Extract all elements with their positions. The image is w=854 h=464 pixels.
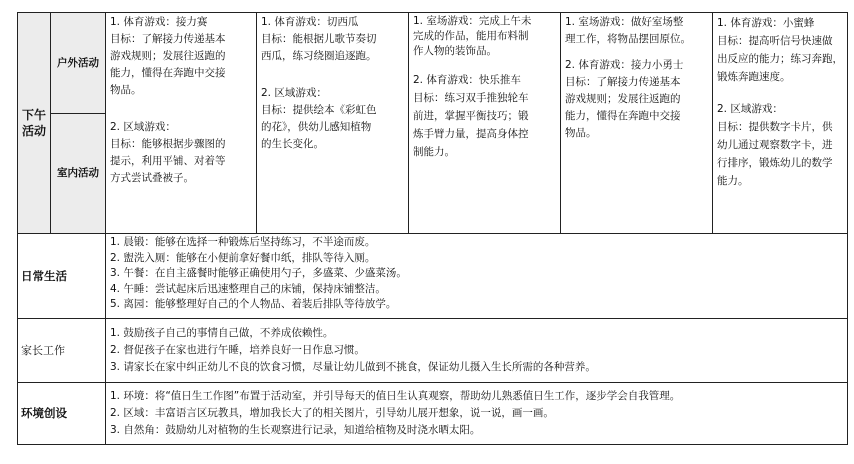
day-1-outdoor-line: 物品。 [110, 84, 142, 96]
day-1-outdoor-line: 1. 体育游戏：接力赛 [110, 16, 208, 28]
day-3-outdoor-line: 完成的作品，能用布料制 [413, 30, 529, 42]
afternoon-day-5-cell [713, 13, 848, 234]
daily-life-item: 1. 晨锻：能够在选择一种锻炼后坚持练习，不半途而废。 [110, 236, 376, 248]
environment-item: 1. 环境：将“值日生工作图”布置于活动室，并引导每天的值日生认真观察，帮助幼儿熟悉值日生工作，逐步学会自我管理。 [110, 390, 681, 402]
day-4-indoor-line: 2. 体育游戏：接力小勇士 [565, 59, 684, 71]
daily-life-row [18, 234, 848, 319]
afternoon-day-1-cell [106, 13, 257, 234]
day-5-indoor-line: 幼儿通过观察数字卡，进 [717, 139, 833, 151]
environment-item: 2. 区域：丰富语言区玩教具，增加我长大了的相关图片，引导幼儿展开想象，说一说，画一画。 [110, 407, 554, 419]
day-5-indoor-line: 能力。 [717, 175, 749, 187]
spacer [110, 99, 252, 119]
afternoon-outdoor-row [18, 13, 848, 114]
day-4-indoor-line: 能力，懂得在奔跑中交接 [565, 110, 681, 122]
afternoon-activity-header: 下午活动 [18, 13, 51, 234]
spacer [413, 59, 556, 71]
daily-life-item: 2. 盥洗入厕：能够在小便前拿好餐巾纸，排队等待入厕。 [110, 251, 376, 264]
daily-life-item: 5. 离园：能够整理好自己的个人物品、着装后排队等待放学。 [110, 298, 397, 310]
day-5-outdoor-line: 出反应的能力；练习奔跑， [717, 53, 843, 65]
day-5-indoor-line: 2. 区域游戏： [717, 103, 783, 115]
day-5-outdoor-line: 1. 体育游戏：小蜜蜂 [717, 17, 815, 29]
afternoon-day-3-cell [409, 13, 561, 234]
parent-work-item: 1. 鼓励孩子自己的事情自己做，不养成依赖性。 [110, 327, 334, 339]
day-5-indoor-line: 行排序，锻炼幼儿的数学 [717, 157, 833, 169]
day-3-indoor-line: 制能力。 [413, 146, 455, 158]
day-5-outdoor-line: 锻炼奔跑速度。 [717, 71, 791, 83]
day-3-indoor-line: 目标：练习双手推独轮车 [413, 92, 529, 104]
environment-item: 3. 自然角：鼓励幼儿对植物的生长观察进行记录，知道给植物及时浇水晒太阳。 [110, 424, 481, 436]
indoor-activity-header: 室内活动 [51, 114, 106, 234]
environment-header: 环境创设 [18, 383, 106, 445]
outdoor-activity-header: 户外活动 [51, 13, 106, 114]
parent-work-content [106, 319, 848, 383]
day-2-indoor-line: 目标：提供绘本《彩虹色 [261, 104, 377, 116]
day-4-outdoor-line: 理工作，将物品摆回原位。 [565, 33, 691, 45]
environment-row [18, 383, 848, 445]
daily-life-item: 3. 午餐：在自主盛餐时能够正确使用勺子，多盛菜、少盛菜汤。 [110, 267, 407, 279]
daily-life-header: 日常生活 [18, 234, 106, 319]
day-1-outdoor-line: 目标：了解接力传递基本 [110, 33, 226, 45]
day-3-outdoor-line: 1. 室场游戏：完成上午未 [413, 15, 532, 27]
day-3-indoor-line: 炼手臂力量，提高身体控 [413, 128, 529, 140]
spacer [261, 65, 404, 85]
day-2-indoor-line: 的生长变化。 [261, 138, 324, 150]
day-3-indoor-line: 前进，掌握平衡技巧；锻 [413, 110, 529, 122]
daily-life-item: 4. 午睡：尝试起床后迅速整理自己的床铺，保持床铺整洁。 [110, 282, 386, 295]
day-4-outdoor-line: 1. 室场游戏：做好室场整 [565, 16, 684, 28]
weekly-plan-table [17, 12, 848, 445]
day-5-outdoor-line: 目标：提高听信号快速做 [717, 35, 833, 47]
day-4-indoor-line: 游戏规则；发展往返跑的 [565, 93, 681, 105]
afternoon-day-2-cell [257, 13, 409, 234]
day-4-indoor-line: 物品。 [565, 127, 597, 139]
parent-work-header: 家长工作 [18, 319, 106, 383]
afternoon-day-4-cell [561, 13, 713, 234]
day-1-indoor-line: 2. 区域游戏： [110, 121, 176, 133]
spacer [717, 86, 843, 100]
day-1-outdoor-line: 游戏规则；发展往返跑的 [110, 50, 226, 62]
day-3-outdoor-line: 作人物的装饰品。 [413, 45, 497, 57]
day-5-indoor-line: 目标：提供数字卡片，供 [717, 121, 833, 133]
day-2-outdoor-line: 西瓜，练习绕圈追逐跑。 [261, 50, 377, 62]
day-2-indoor-line: 的花》，供幼儿感知植物 [261, 121, 372, 133]
environment-content [106, 383, 848, 445]
day-3-indoor-line: 2. 体育游戏：快乐推车 [413, 74, 521, 86]
day-1-indoor-line: 提示，利用平铺、对着等 [110, 155, 226, 167]
day-2-indoor-line: 2. 区域游戏： [261, 87, 327, 99]
day-1-outdoor-line: 能力，懂得在奔跑中交接 [110, 67, 226, 79]
spacer [565, 48, 708, 57]
day-2-outdoor-line: 目标：能根据儿歌节奏切 [261, 33, 377, 45]
day-4-indoor-line: 目标：了解接力传递基本 [565, 76, 681, 88]
parent-work-item: 2. 督促孩子在家也进行午睡，培养良好一日作息习惯。 [110, 344, 365, 356]
day-1-indoor-line: 方式尝试叠被子。 [110, 172, 194, 184]
parent-work-item: 3. 请家长在家中纠正幼儿不良的饮食习惯，尽量让幼儿做到不挑食，保证幼儿摄入生长所需的各种营养。 [110, 361, 596, 373]
parent-work-row [18, 319, 848, 383]
day-2-outdoor-line: 1. 体育游戏：切西瓜 [261, 16, 359, 28]
daily-life-content [106, 234, 848, 319]
day-1-indoor-line: 目标：能够根据步骤图的 [110, 138, 226, 150]
